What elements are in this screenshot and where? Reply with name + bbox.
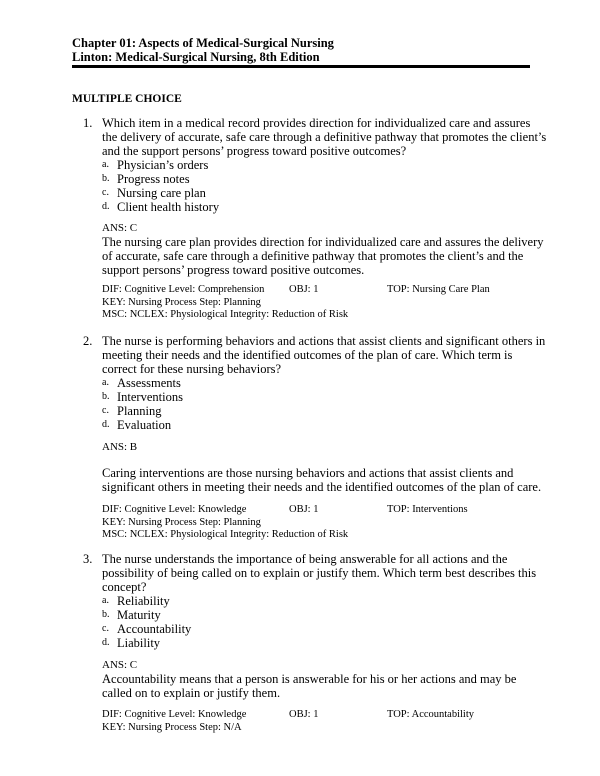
difficulty: DIF: Cognitive Level: Knowledge [102,504,247,515]
option-letter: a. [102,377,109,388]
option-letter: d. [102,419,110,430]
option-a [102,376,548,390]
question-number: 3. [83,552,93,566]
option-text: Accountability [117,622,192,636]
rationale: Accountability means that a person is answerable for his or her actions and may be called on to explain or justify them. [102,672,517,700]
option-b [102,172,548,186]
book-title: Linton: Medical-Surgical Nursing, 8th Edition [72,50,320,64]
section-title: MULTIPLE CHOICE [72,93,182,105]
key: KEY: Nursing Process Step: Planning [102,296,261,308]
option-text: Maturity [117,608,161,622]
question-1 [83,116,548,322]
option-b [102,608,548,622]
option-letter: b. [102,391,110,402]
question-number: 1. [83,116,93,130]
difficulty: DIF: Cognitive Level: Knowledge [102,709,247,720]
option-letter: a. [102,159,109,170]
topic: TOP: Nursing Care Plan [387,284,490,295]
option-d [102,418,548,432]
rationale: Caring interventions are those nursing behaviors and actions that assist clients and significant others in meeting their needs and the identified outcomes of the plan of care. [102,466,542,494]
option-text: Physician’s orders [117,158,209,172]
question-stem: The nurse is performing behaviors and actions that assist clients and significant others in meeting their needs and the identified outcomes of the plan of care. Which term is correct for these nursing behaviors? [102,334,546,376]
rationale: The nursing care plan provides direction for individualized care and assures the delivery of accurate, safe care through a definitive pathway that promotes the client’s and the support persons’ progress toward positive outcomes. [102,235,544,277]
chapter-title: Chapter 01: Aspects of Medical-Surgical Nursing [72,36,334,50]
answer: ANS: C [102,659,138,671]
difficulty: DIF: Cognitive Level: Comprehension [102,284,265,295]
question-number: 2. [83,334,93,348]
option-text: Progress notes [117,172,190,186]
question-2 [83,334,548,542]
option-letter: c. [102,405,109,416]
option-a [102,594,548,608]
option-a [102,158,548,172]
option-text: Liability [117,636,161,650]
option-text: Reliability [117,594,170,608]
answer: ANS: B [102,441,138,453]
option-b [102,390,548,404]
option-letter: c. [102,187,109,198]
answer: ANS: C [102,222,138,234]
question-metadata [102,709,548,734]
objective: OBJ: 1 [289,709,319,720]
question-metadata [102,504,548,542]
option-letter: d. [102,201,110,212]
topic: TOP: Accountability [387,709,475,720]
question-3 [83,552,548,734]
option-text: Client health history [117,200,220,214]
option-letter: b. [102,173,110,184]
option-letter: c. [102,623,109,634]
option-text: Evaluation [117,418,172,432]
objective: OBJ: 1 [289,284,319,295]
topic: TOP: Interventions [387,504,468,515]
option-text: Assessments [117,376,181,390]
header-rule [72,65,530,68]
option-d [102,636,548,650]
option-letter: d. [102,637,110,648]
question-stem: Which item in a medical record provides direction for individualized care and assures the delivery of accurate, safe care through a definitive pathway that promotes the client’s and the support persons’ progress toward positive outcomes? [102,116,547,158]
msc: MSC: NCLEX: Physiological Integrity: Reduction of Risk [102,309,349,320]
option-letter: b. [102,609,110,620]
msc: MSC: NCLEX: Physiological Integrity: Reduction of Risk [102,529,349,540]
option-text: Planning [117,404,162,418]
option-d [102,200,548,214]
question-metadata [102,284,548,322]
document-header [72,36,530,68]
objective: OBJ: 1 [289,504,319,515]
option-text: Interventions [117,390,183,404]
option-letter: a. [102,595,109,606]
question-stem: The nurse understands the importance of being answerable for all actions and the possibility of being called on to explain or justify them. Which term best describes this concept? [102,552,537,594]
option-c [102,186,548,200]
option-c [102,404,548,418]
option-text: Nursing care plan [117,186,206,200]
key: KEY: Nursing Process Step: Planning [102,516,261,528]
option-c [102,622,548,636]
key: KEY: Nursing Process Step: N/A [102,721,242,733]
